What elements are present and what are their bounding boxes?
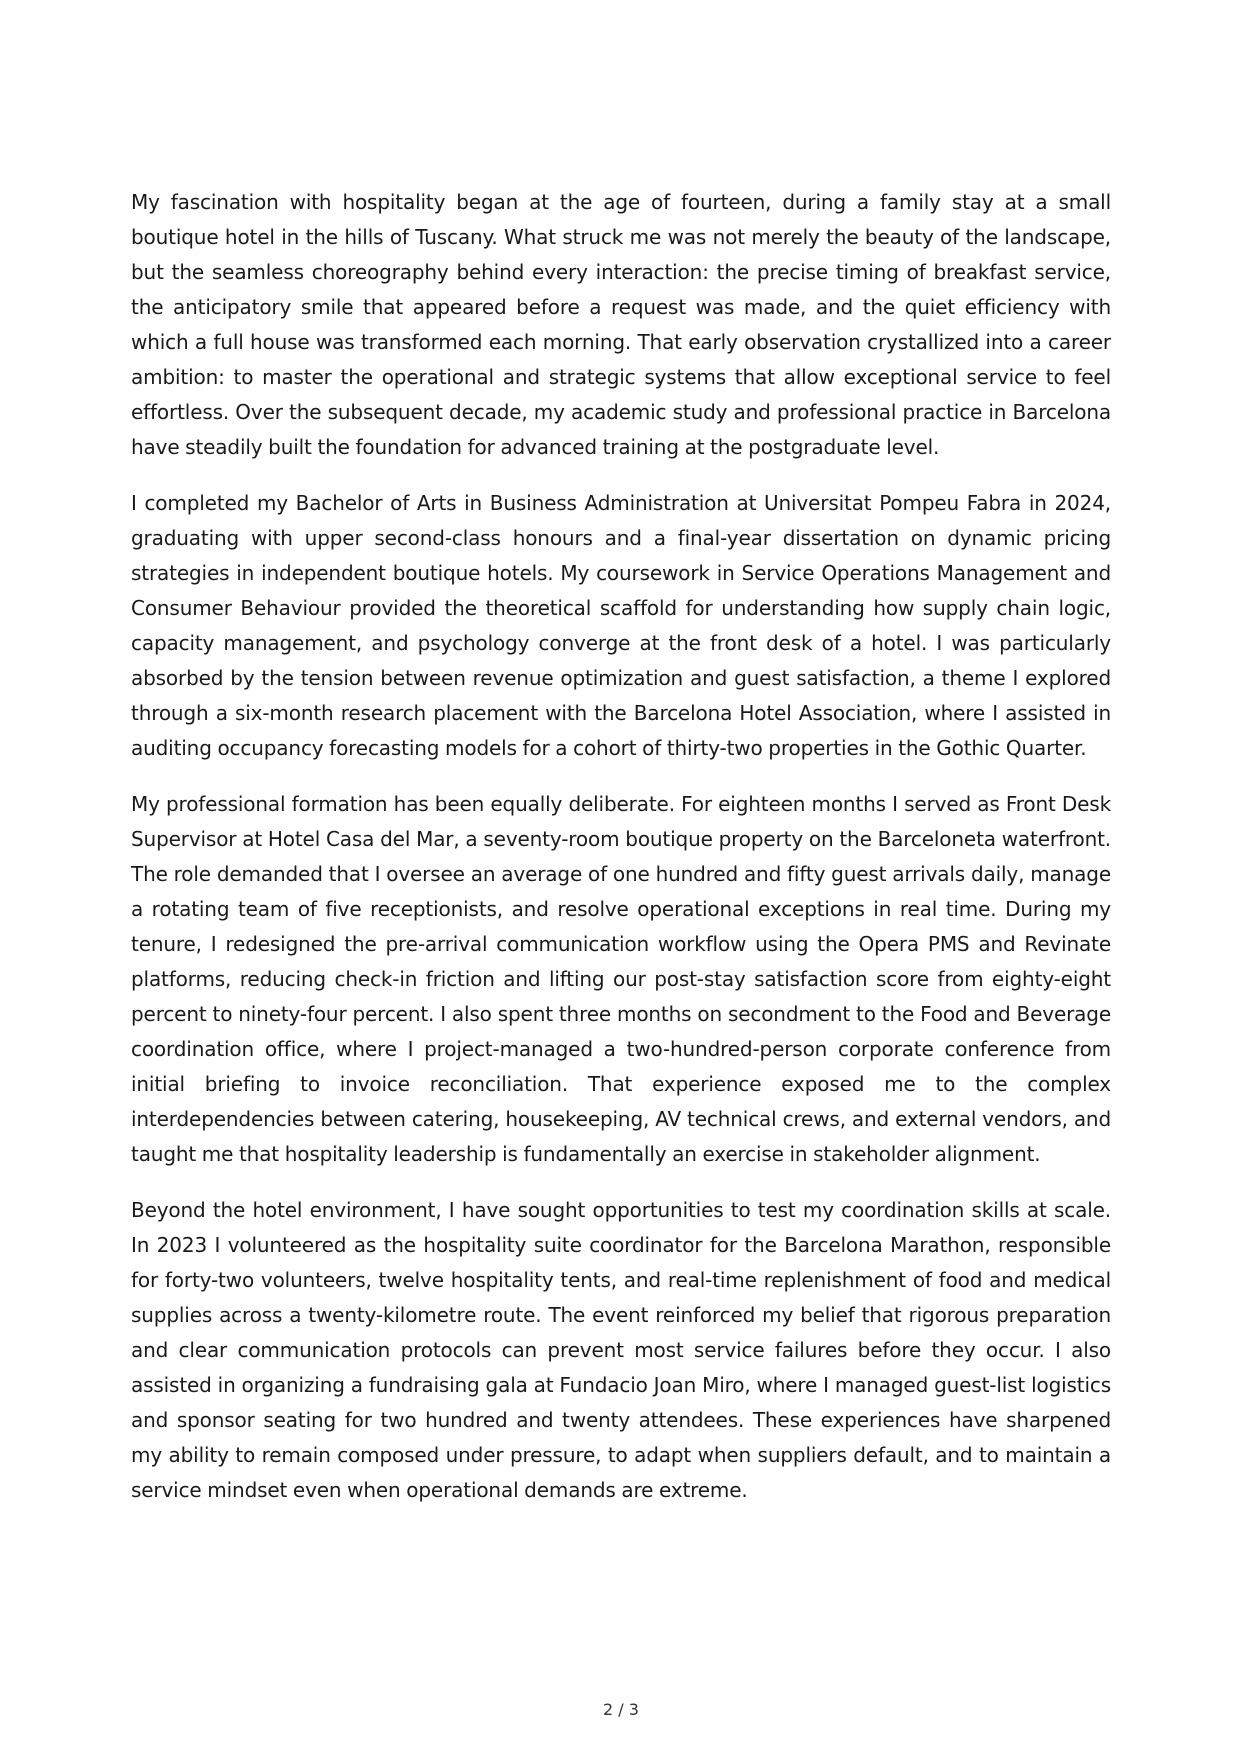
paragraph-1: My fascination with hospitality began at the age of fourteen, during a family stay at a small boutique hotel in the hills of Tuscany. What struck me was not merely the beauty of the landscape, but the seamless choreography behind every interaction: the precise timing of breakfast service, the anticipatory smile that appeared before a request was made, and the quiet efficiency with which a full house was transformed each morning. That early observation crystallized into a career ambition: to master the operational and strategic systems that allow exceptional service to feel effortless. Over the subsequent decade, my academic study and professional practice in Barcelona have steadily built the foundation for advanced training at the postgraduate level. xyxy=(131,190,1111,459)
paragraph-2: I completed my Bachelor of Arts in Business Administration at Universitat Pompeu Fabra in 2024, graduating with upper second-class honours and a final-year dissertation on dynamic pricing strategies in independent boutique hotels. My coursework in Service Operations Management and Consumer Behaviour provided the theoretical scaffold for understanding how supply chain logic, capacity management, and psychology converge at the front desk of a hotel. I was particularly absorbed by the tension between revenue optimization and guest satisfaction, a theme I explored through a six-month research placement with the Barcelona Hotel Association, where I assisted in auditing occupancy forecasting models for a cohort of thirty-two properties in the Gothic Quarter. xyxy=(131,491,1111,760)
paragraph-4: Beyond the hotel environment, I have sought opportunities to test my coordination skills at scale. In 2023 I volunteered as the hospitality suite coordinator for the Barcelona Marathon, responsible for forty-two volunteers, twelve hospitality tents, and real-time replenishment of food and medical supplies across a twenty-kilometre route. The event reinforced my belief that rigorous preparation and clear communication protocols can prevent most service failures before they occur. I also assisted in organizing a fundraising gala at Fundacio Joan Miro, where I managed guest-list logistics and sponsor seating for two hundred and twenty attendees. These experiences have sharpened my ability to remain composed under pressure, to adapt when suppliers default, and to maintain a service mindset even when operational demands are extreme. xyxy=(131,1198,1111,1502)
paragraph-3: My professional formation has been equally deliberate. For eighteen months I served as Front Desk Supervisor at Hotel Casa del Mar, a seventy-room boutique property on the Barceloneta waterfront. The role demanded that I oversee an average of one hundred and fifty guest arrivals daily, manage a rotating team of five receptionists, and resolve operational exceptions in real time. During my tenure, I redesigned the pre-arrival communication workflow using the Opera PMS and Revinate platforms, reducing check-in friction and lifting our post-stay satisfaction score from eighty-eight percent to ninety-four percent. I also spent three months on secondment to the Food and Beverage coordination office, where I project-managed a two-hundred-person corporate conference from initial briefing to invoice reconciliation. That experience exposed me to the complex interdependencies between catering, housekeeping, AV technical crews, and external vendors, and taught me that hospitality leadership is fundamentally an exercise in stakeholder alignment. xyxy=(131,792,1111,1166)
page-number: 2 / 3 xyxy=(603,1700,639,1719)
body-text xyxy=(131,185,1111,1529)
